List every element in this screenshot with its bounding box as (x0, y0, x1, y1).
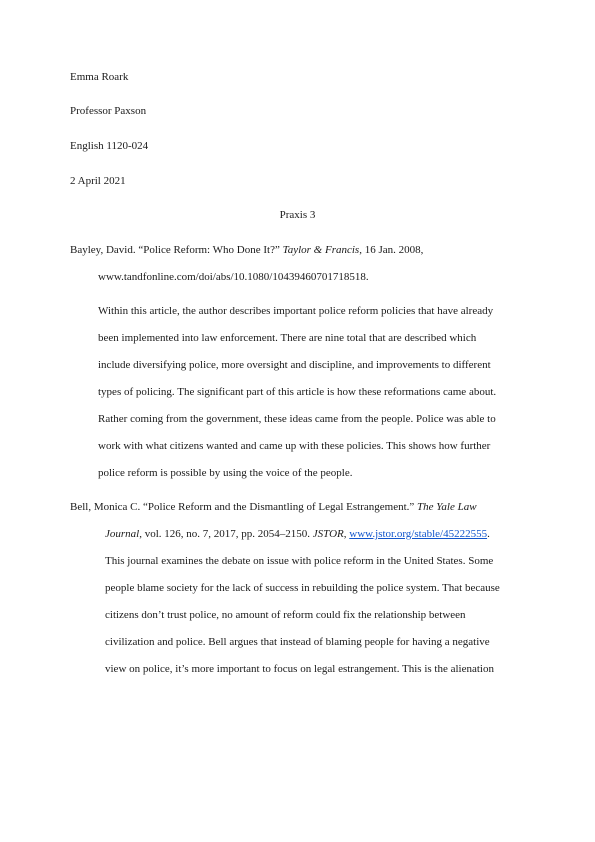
document-date: 2 April 2021 (70, 175, 126, 187)
entry1-annotation-line: types of policing. The significant part of this article is how these reformations came about. (98, 386, 497, 398)
entry2-stable-link[interactable]: www.jstor.org/stable/45222555 (349, 528, 488, 540)
entry1-citation-line1 (70, 243, 423, 257)
entry2-citation-text: Bell, Monica C. “Police Reform and the Dismantling of Legal Estrangement.” (70, 501, 418, 513)
entry2-citation-line2 (105, 527, 490, 541)
entry1-annotation-line: include diversifying police, more oversight and discipline, and improvements to different (98, 359, 491, 371)
entry2-separator: , (343, 528, 350, 540)
entry2-annotation-line: view on police, it’s more important to focus on legal estrangement. This is the alienation (105, 663, 494, 675)
entry2-journal-title-cont: Journal (105, 528, 140, 540)
entry1-citation-date: , 16 Jan. 2008, (359, 244, 424, 256)
entry2-journal-title: The Yale Law (417, 501, 477, 513)
entry1-citation-text: Bayley, David. “Police Reform: Who Done It?” (70, 244, 283, 256)
entry2-period: . (487, 528, 490, 540)
page-title: Praxis 3 (279, 209, 316, 221)
entry2-annotation-line: This journal examines the debate on issue with police reform in the United States. Some (105, 555, 494, 567)
entry1-citation-url: www.tandfonline.com/doi/abs/10.1080/10439460701718518. (98, 271, 369, 283)
entry1-annotation-line: police reform is possible by using the voice of the people. (98, 467, 353, 479)
entry2-annotation-line: civilization and police. Bell argues that instead of blaming people for having a negative (105, 636, 490, 648)
entry1-annotation-line: Rather coming from the government, these ideas came from the people. Police was able to (98, 413, 496, 425)
entry2-database: JSTOR (312, 528, 344, 540)
course-name: English 1120-024 (70, 140, 149, 152)
entry2-annotation-line: citizens don’t trust police, no amount of reform could fix the relationship between (105, 609, 466, 621)
entry1-annotation-line: been implemented into law enforcement. There are nine total that are described which (98, 332, 477, 344)
entry2-annotation-line: people blame society for the lack of success in rebuilding the police system. That because (105, 582, 500, 594)
entry2-citation-details: , vol. 126, no. 7, 2017, pp. 2054–2150. (139, 528, 313, 540)
entry1-annotation-line: Within this article, the author describes important police reform policies that have already (98, 305, 494, 317)
entry1-publisher: Taylor & Francis (282, 244, 360, 256)
author-name: Emma Roark (70, 71, 129, 83)
entry2-citation-line1 (70, 500, 477, 514)
professor-name: Professor Paxson (70, 105, 147, 117)
entry1-annotation-line: work with what citizens wanted and came up with these policies. This shows how further (98, 440, 491, 452)
